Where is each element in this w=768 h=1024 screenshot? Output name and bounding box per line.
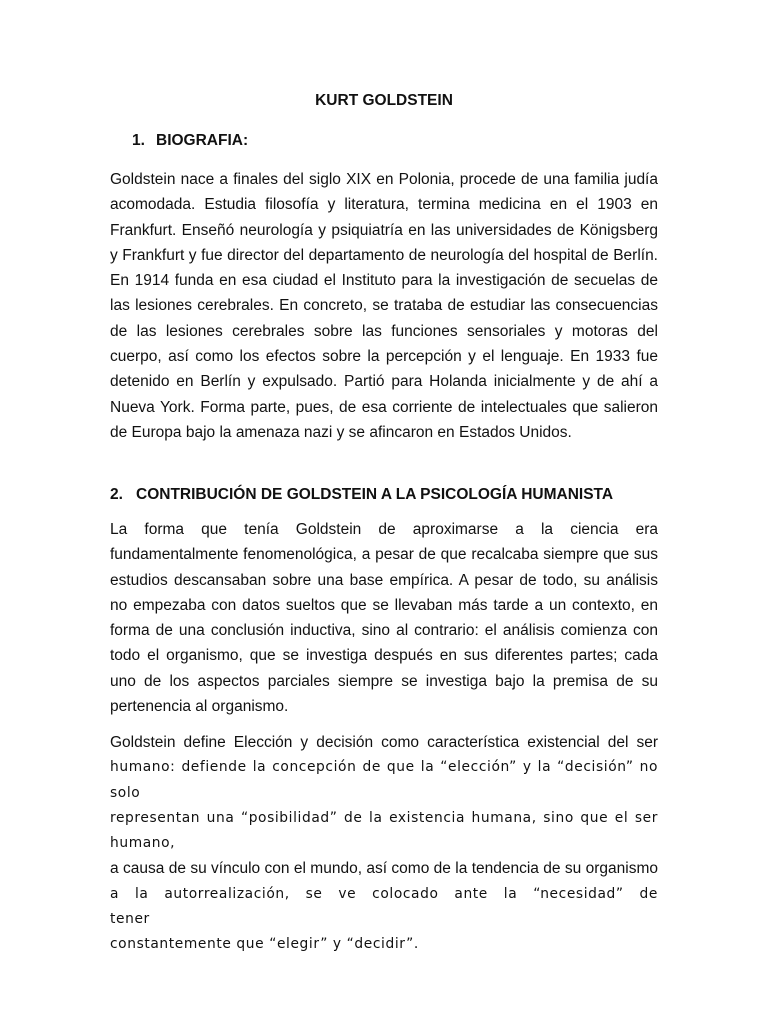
contribution-paragraph: La forma que tenía Goldstein de aproximarse a la ciencia era fundamentalmente fenomenológica, a pesar de que recalcaba siempre que sus estudios descansaban sobre una base empírica. A pesar de todo, su análisis no empezaba con datos sueltos que se llevaban más tarde a un contexto, en forma de una conclusión inductiva, sino al contrario: el análisis comienza con todo el organismo, que se investiga después en sus diferentes partes; cada uno de los aspectos parciales siempre se investiga bajo la premisa de su pertenencia al organismo.: [110, 521, 658, 716]
section-number: 1.: [132, 132, 145, 149]
section-heading-biografia: [132, 132, 248, 150]
choice-decision-paragraph: [110, 730, 658, 958]
paragraph-line: constantemente que “elegir” y “decidir”.: [110, 936, 419, 953]
paragraph-line: a causa de su vínculo con el mundo, así como de la tendencia de su organismo: [110, 860, 658, 878]
document-title: KURT GOLDSTEIN: [315, 92, 453, 109]
section-heading-text: BIOGRAFIA:: [156, 132, 249, 149]
section-number: 2.: [110, 486, 123, 503]
paragraph-line: humano: defiende la concepción de que la “elección” y la “decisión” no solo: [110, 759, 658, 801]
section-heading-text: CONTRIBUCIÓN DE GOLDSTEIN A LA PSICOLOGÍA HUMANISTA: [136, 486, 614, 503]
paragraph-line: representan una “posibilidad” de la existencia humana, sino que el ser humano,: [110, 809, 658, 852]
paragraph-line: Goldstein define Elección y decisión como característica existencial del ser: [110, 734, 658, 751]
biography-paragraph: Goldstein nace a finales del siglo XIX en Polonia, procede de una familia judía acomodada. Estudia filosofía y literatura, termina medicina en el 1903 en Frankfurt. Enseñó neurología y psiquiatría en las universidades de Königsberg y Frankfurt y fue director del departamento de neurología del hospital de Berlín. En 1914 funda en esa ciudad el Instituto para la investigación de secuelas de las lesiones cerebrales. En concreto, se trataba de estudiar las consecuencias de las lesiones cerebrales sobre las funciones sensoriales y motoras del cuerpo, así como los efectos sobre la percepción y el lenguaje. En 1933 fue detenido en Berlín y expulsado. Partió para Holanda inicialmente y de ahí a Nueva York. Forma parte, pues, de esa corriente de intelectuales que salieron de Europa bajo la amenaza nazi y se afincaron en Estados Unidos.: [110, 171, 658, 441]
section-heading-contribucion: [110, 486, 613, 504]
paragraph-line: a la autorrealización, se ve colocado ante la “necesidad” de tener: [110, 885, 658, 928]
